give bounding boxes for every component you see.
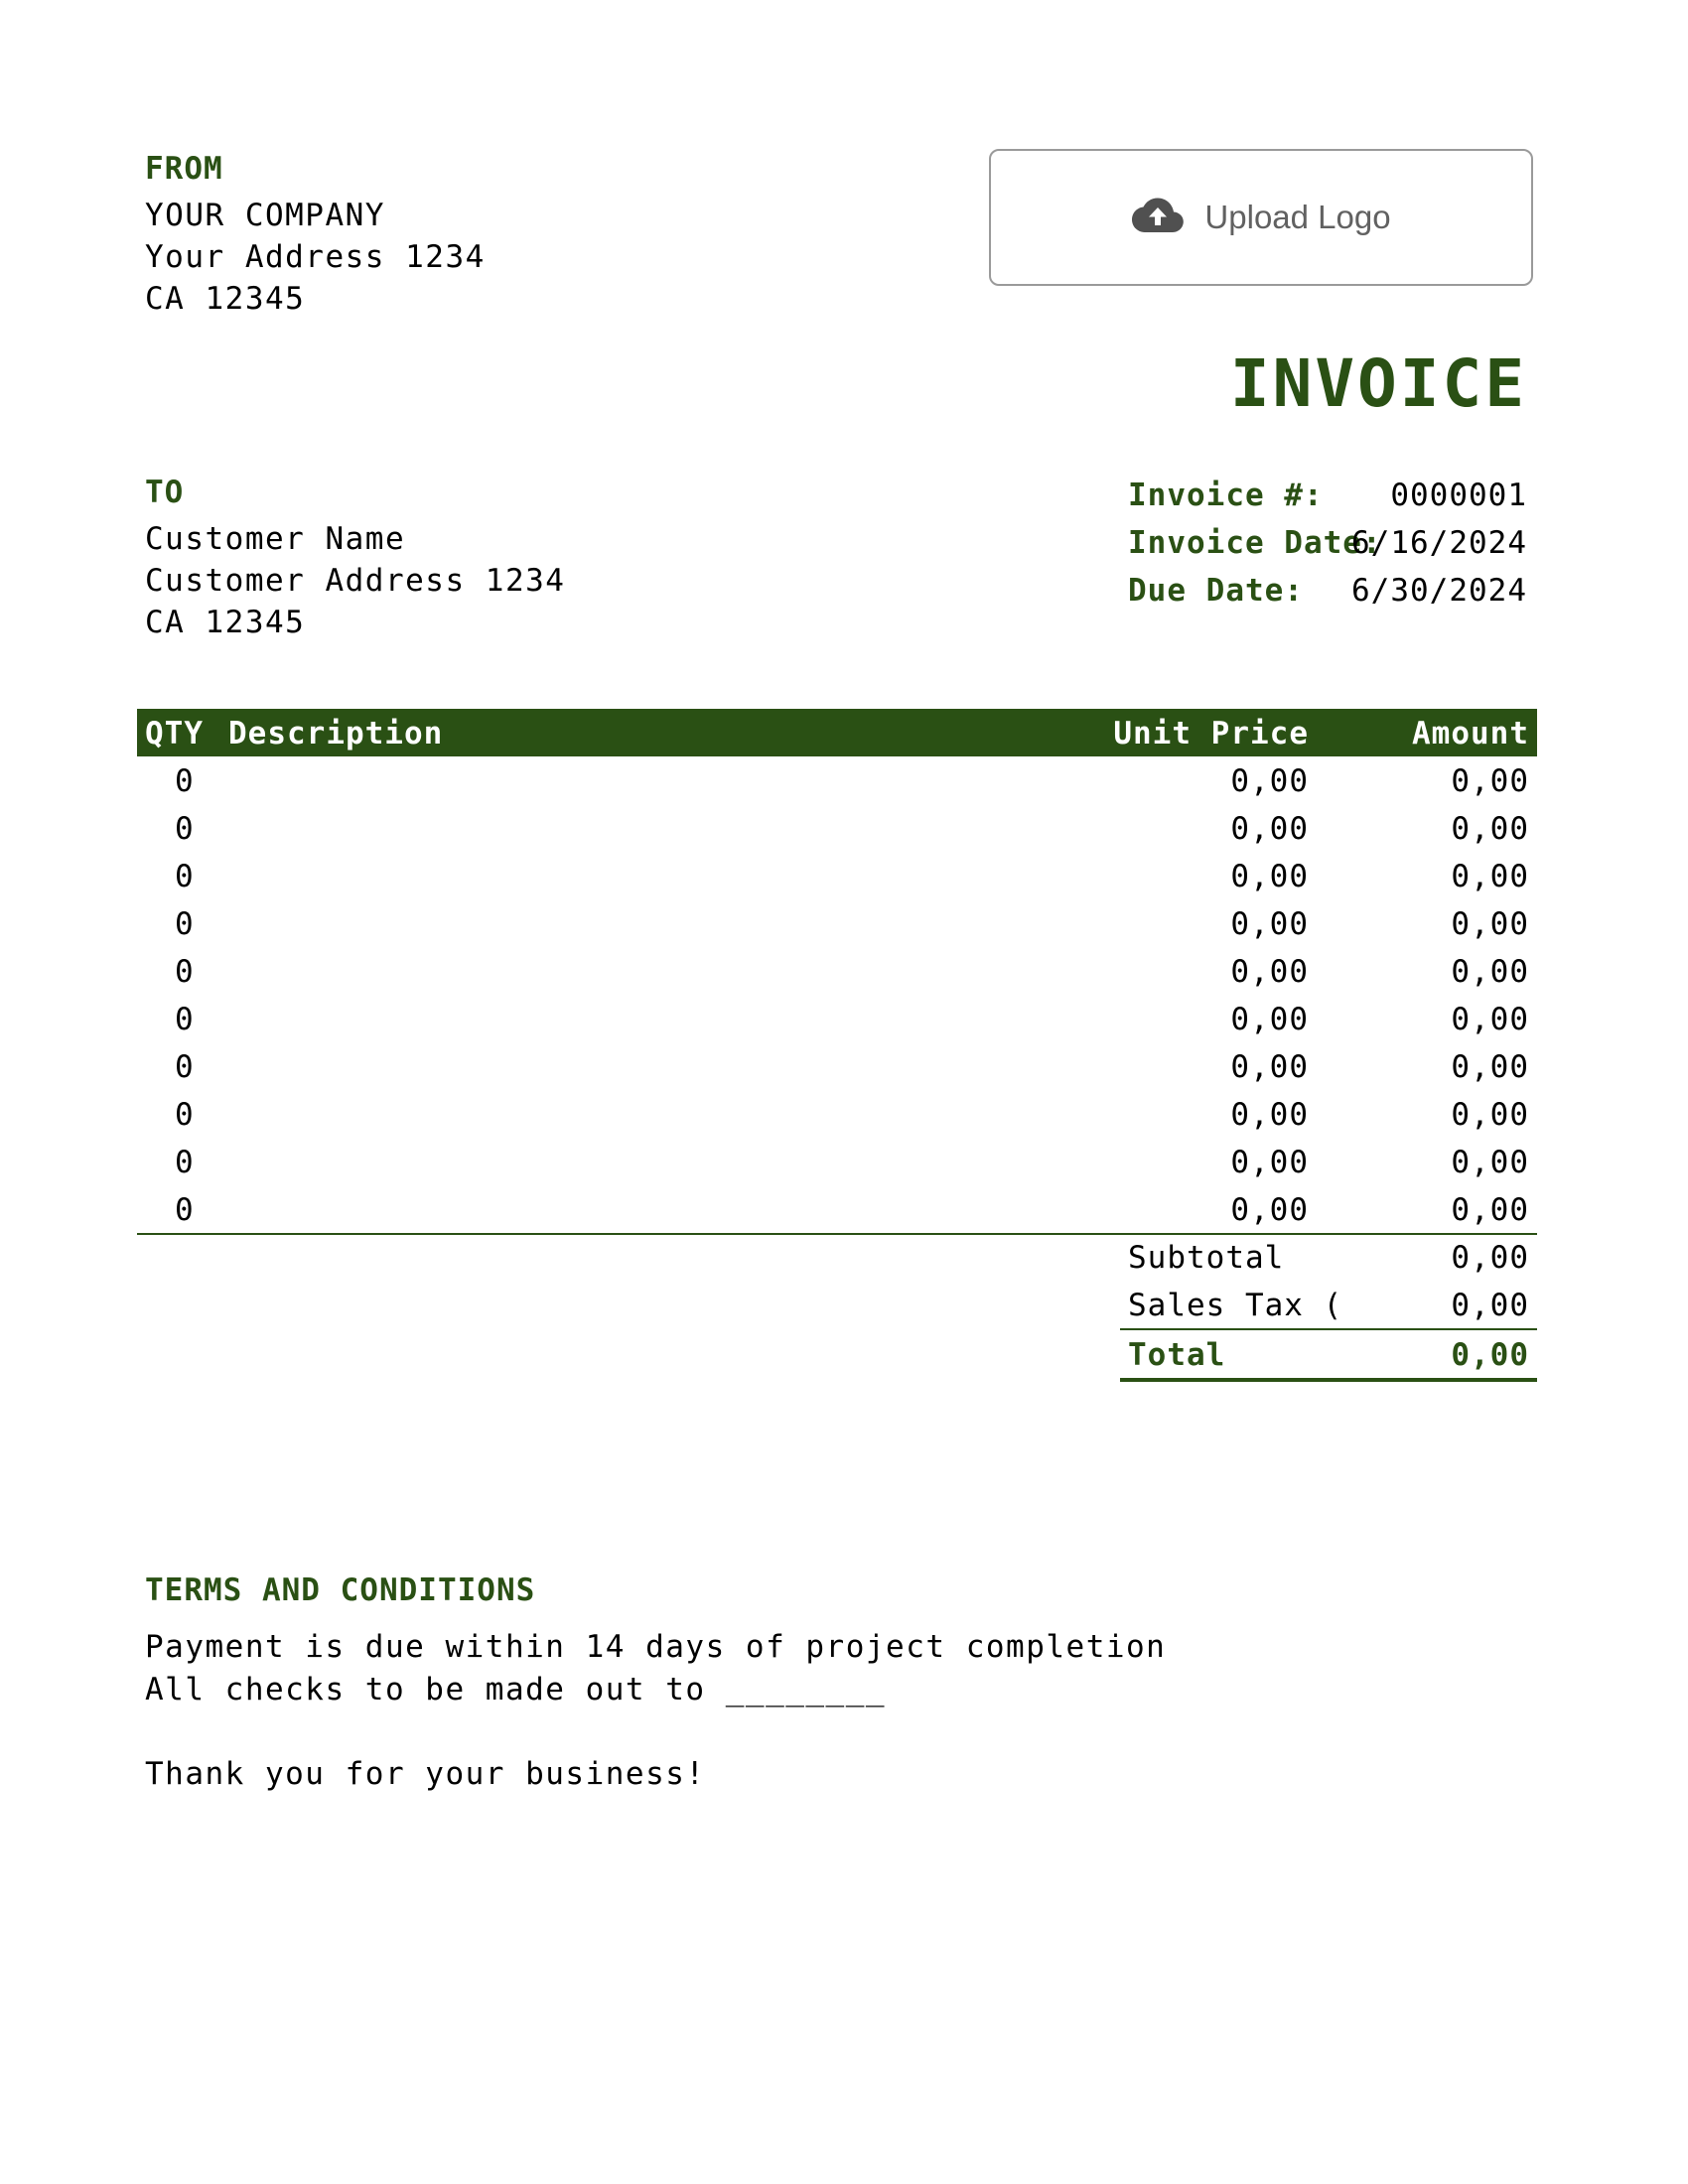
total-value: 0,00 [1451,1337,1529,1373]
from-block [145,151,486,320]
invoice-date-value[interactable]: 6/16/2024 [1351,525,1527,561]
customer-name[interactable]: Customer Name [145,521,406,557]
table-row [137,1138,1537,1185]
table-row [137,899,1537,947]
invoice-number-row [1128,475,1527,522]
row-unit-price[interactable]: 0,00 [1230,811,1309,847]
terms-heading: TERMS AND CONDITIONS [145,1572,536,1608]
row-amount: 0,00 [1451,811,1529,847]
row-unit-price[interactable]: 0,00 [1230,1002,1309,1037]
sales-tax-label[interactable]: Sales Tax ( [1128,1288,1343,1323]
sales-tax-value: 0,00 [1451,1288,1529,1323]
table-row [137,1042,1537,1090]
row-qty[interactable]: 0 [175,859,195,894]
row-qty[interactable]: 0 [175,1145,195,1180]
row-qty[interactable]: 0 [175,763,195,799]
due-date-row [1128,570,1527,617]
terms-line-2[interactable]: All checks to be made out to ________ [145,1672,887,1707]
from-label: FROM [145,151,223,187]
total-label: Total [1128,1337,1226,1373]
invoice-meta [1128,475,1527,617]
thank-you-note[interactable]: Thank you for your business! [145,1756,706,1792]
row-unit-price[interactable]: 0,00 [1230,859,1309,894]
invoice-title: INVOICE [1229,345,1527,422]
row-qty[interactable]: 0 [175,906,195,942]
table-row [137,1185,1537,1233]
header-qty: QTY [145,716,204,751]
row-qty[interactable]: 0 [175,1192,195,1228]
row-qty[interactable]: 0 [175,1097,195,1133]
terms-spacer [145,1711,1166,1753]
subtotal-label: Subtotal [1128,1240,1285,1276]
table-row [137,852,1537,899]
row-unit-price[interactable]: 0,00 [1230,1049,1309,1085]
sales-tax-row [1120,1281,1537,1328]
row-amount: 0,00 [1451,1097,1529,1133]
row-amount: 0,00 [1451,1145,1529,1180]
row-unit-price[interactable]: 0,00 [1230,1097,1309,1133]
row-qty[interactable]: 0 [175,1049,195,1085]
subtotal-row [1120,1233,1537,1281]
table-header [137,709,1537,756]
table-row [137,1090,1537,1138]
upload-logo-button[interactable] [989,149,1533,286]
from-company[interactable]: YOUR COMPANY [145,198,385,233]
customer-city[interactable]: CA 12345 [145,605,306,640]
header-unit-price: Unit Price [1113,716,1309,751]
from-city[interactable]: CA 12345 [145,281,306,317]
row-amount: 0,00 [1451,954,1529,990]
due-date-value[interactable]: 6/30/2024 [1351,573,1527,609]
terms-block [145,1572,1166,1796]
table-row [137,756,1537,804]
row-qty[interactable]: 0 [175,811,195,847]
row-qty[interactable]: 0 [175,954,195,990]
row-amount: 0,00 [1451,763,1529,799]
invoice-number-label: Invoice #: [1128,478,1324,513]
cloud-upload-icon [1131,196,1185,239]
header-amount: Amount [1412,716,1529,751]
subtotal-value: 0,00 [1451,1240,1529,1276]
invoice-date-row [1128,522,1527,570]
invoice-date-label: Invoice Date: [1128,525,1382,561]
from-address[interactable]: Your Address 1234 [145,239,486,275]
row-unit-price[interactable]: 0,00 [1230,906,1309,942]
total-row [1120,1328,1537,1382]
to-block [145,475,565,643]
table-row [137,947,1537,995]
row-amount: 0,00 [1451,1002,1529,1037]
row-unit-price[interactable]: 0,00 [1230,954,1309,990]
invoice-number-value[interactable]: 0000001 [1390,478,1527,513]
to-label: TO [145,475,185,510]
customer-address[interactable]: Customer Address 1234 [145,563,566,599]
totals-block [1120,1233,1537,1382]
header-description: Description [228,716,444,751]
items-table [137,709,1537,1235]
due-date-label: Due Date: [1128,573,1304,609]
terms-line-1[interactable]: Payment is due within 14 days of project completion [145,1629,1167,1665]
row-unit-price[interactable]: 0,00 [1230,1145,1309,1180]
row-amount: 0,00 [1451,859,1529,894]
row-amount: 0,00 [1451,1192,1529,1228]
row-unit-price[interactable]: 0,00 [1230,1192,1309,1228]
table-row [137,995,1537,1042]
row-amount: 0,00 [1451,906,1529,942]
row-unit-price[interactable]: 0,00 [1230,763,1309,799]
row-amount: 0,00 [1451,1049,1529,1085]
upload-logo-label: Upload Logo [1204,199,1391,235]
table-row [137,804,1537,852]
row-qty[interactable]: 0 [175,1002,195,1037]
